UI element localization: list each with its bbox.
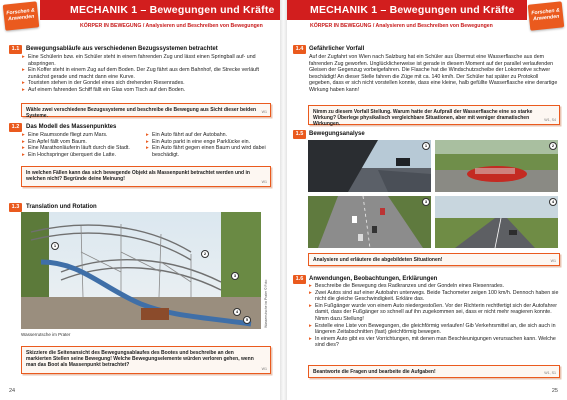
task-box (21, 103, 271, 120)
list-item: ▸ Ein Auto parkt in eine enge Parklücke ein. (146, 139, 270, 146)
chapter-title: MECHANIK 1 – Bewegungen und Kräfte (310, 4, 515, 16)
section-bullets (22, 54, 270, 94)
list-item: ▸ Auf einem fahrenden Schiff fällt ein Glas vom Tisch auf den Boden. (22, 87, 270, 94)
chapter-tab (528, 1, 565, 30)
list-item: ▸ Ein Apfel fällt vom Baum. (22, 139, 140, 146)
section-title: Translation und Rotation (26, 204, 97, 210)
section-number: 1.3 (9, 203, 22, 212)
marker-2: 2 (549, 142, 557, 150)
section-bullets-left (22, 132, 140, 158)
list-item: ▸ Ein Hochspringer überquert die Latte. (22, 152, 140, 159)
chapter-tab-label: Forschen & Anwenden (6, 7, 36, 23)
photo-highway (308, 196, 431, 248)
task-text: Skizziere die Seitenansicht des Bewegungsablaufes des Bootes und beschreibe an den markierten Stellen seine Bewegung! Welche Bewegungselemente würden verloren gehen, wenn man das Boot als Massenpunkt betrachtet? (26, 350, 254, 369)
competence-code: W1, S1 (544, 371, 556, 375)
section-number: 1.5 (293, 130, 306, 139)
list-item: ▸ Eine Marathonläuferin läuft durch die Stadt. (22, 145, 140, 152)
chapter-subheading: KÖRPER IN BEWEGUNG / Analysieren und Beschreiben von Bewegungen (80, 23, 263, 29)
marker-4: 4 (233, 308, 241, 316)
task-box (308, 365, 560, 378)
section-number: 1.6 (293, 275, 306, 284)
task-text: Beantworte die Fragen und bearbeite die Aufgaben! (313, 369, 436, 375)
marker-1: 1 (422, 142, 430, 150)
section-number: 1.1 (9, 45, 22, 54)
section-title: Gefährlicher Vorfall (309, 46, 365, 52)
car-interior-illustration (308, 140, 431, 192)
marker-2: 2 (201, 250, 209, 258)
section-text: Auf der Zugfahrt von Wien nach Salzburg hat ein Schüler aus Übermut eine Wasserflasche aus dem fahrenden Zug geworfen. Unglücklicherweise ist gerade in diesem Moment auf der parallel verlaufenden Gleisen der Gegenzug vorbeigefahren. Die Flasche hat die Windschutzscheibe der Lokomotive schwer beschädigt! An dieser Stelle fahren die Züge mit ca. 140 km/h. Der Schüler hat später zu Protokoll gegeben, dass er sich nicht vorstellen konnte, dass eine kleine, halb gefüllte Wasserflasche eine derartige Wirkung haben kann! (309, 54, 558, 93)
chapter-tab (3, 1, 40, 30)
right-page (287, 0, 567, 400)
marker-5: 5 (243, 316, 251, 324)
marker-4: 4 (549, 198, 557, 206)
task-box (21, 166, 271, 187)
photo-country-road (435, 196, 558, 248)
chapter-subheading: KÖRPER IN BEWEGUNG / Analysieren und Beschreiben von Bewegungen (310, 23, 493, 29)
marker-1: 1 (51, 242, 59, 250)
task-box (308, 105, 560, 128)
marker-3: 3 (231, 272, 239, 280)
page-number: 24 (9, 388, 16, 394)
left-page (0, 0, 280, 400)
photo-caption: Wasserrutsche im Prater (21, 332, 71, 337)
task-text: In welchen Fällen kann das sich bewegende Objekt als Massenpunkt betrachtet werden und in welchen nicht? Begründe deine Meinung! (26, 170, 250, 183)
speeding-car-illustration (435, 140, 558, 192)
competence-code: W1 (261, 180, 267, 184)
list-item: ▸ Eine Raumsonde fliegt zum Mars. (22, 132, 140, 139)
photo-car-interior (308, 140, 431, 192)
list-item: ▸ Ein Fußgänger wurde von einem Auto niedergestoßen. Vor der Richterin rechtfertigt sich der Autofahrer damit, dass der Fußgänger so schnell auf ihn zugekommen sei, dass er nicht mehr reagieren konnte. Nimm dazu Stellung! (309, 303, 561, 323)
book-gutter (280, 0, 287, 400)
list-item: ▸ Ein Auto fährt gegen einen Baum und wird dabei beschädigt. (146, 145, 270, 158)
task-text: Nimm zu diesem Vorfall Stellung. Warum hatte der Aufprall der Wasserflasche eine so starke Wirkung? Überlege physikalisch vergleichbare Situationen, aber mit weniger dramatischen Wirkungen. (313, 109, 533, 128)
competence-code: W1 (261, 367, 267, 371)
section-title: Das Modell des Massenpunktes (26, 124, 117, 130)
competence-code: W1, S4 (544, 118, 556, 122)
country-road-illustration (435, 196, 558, 248)
page-number: 25 (551, 388, 558, 394)
water-slide-illustration (21, 212, 261, 329)
list-item: ▸ Beschreibe die Bewegung des Radkranzes und der Gondeln eines Riesenrades. (309, 283, 561, 290)
list-item: ▸ Erstelle eine Liste von Bewegungen, die gleichförmig verlaufen! Gib Verkehrsmittel an, die sich auch in längeren Zeitabschnitten (fast) gleichförmig bewegen. (309, 323, 561, 336)
list-item: ▸ Zwei Autos sind auf einer Autobahn unterwegs. Beide Tachometer zeigen 100 km/h. Dennoch haben sie nicht die gleiche Geschwindigkeit. Erkläre das. (309, 290, 561, 303)
list-item: ▸ Touristen stehen in der Gondel eines sich drehenden Riesenrades. (22, 80, 270, 87)
section-title: Bewegungsabläufe aus verschiedenen Bezugssystemen betrachtet (26, 46, 218, 52)
photo-credit: Wasserrutsche im Prater © Foto (264, 279, 268, 328)
list-item: ▸ Eine Schülerin bzw. ein Schüler steht in einem fahrenden Zug und lässt einen Springball auf- und abspringen. (22, 54, 270, 67)
task-box (308, 253, 560, 266)
section-bullets (309, 283, 561, 349)
marker-3: 3 (422, 198, 430, 206)
task-text: Analysiere und erläutere die abgebildeten Situationen! (313, 257, 443, 263)
list-item: ▸ Ein Koffer steht in einem Zug auf dem Boden. Der Zug fährt aus dem Bahnhof, die Strecke verläuft zunächst gerade und macht dann eine Kurve. (22, 67, 270, 80)
chapter-tab-label: Forschen & Anwenden (531, 7, 561, 23)
section-title: Anwendungen, Beobachtungen, Erklärungen (309, 276, 438, 282)
competence-code: W1 (550, 259, 556, 263)
section-number: 1.2 (9, 123, 22, 132)
photo-speeding-car (435, 140, 558, 192)
competence-code: W1 (261, 110, 267, 114)
chapter-title: MECHANIK 1 – Bewegungen und Kräfte (70, 4, 275, 16)
task-text: Wähle zwei verschiedene Bezugssysteme und beschreibe die Bewegung aus Sicht dieser beiden Systeme. (26, 107, 257, 120)
list-item: ▸ In einem Auto gibt es vier Vorrichtungen, mit denen man Beschleunigungen verursachen kann. Welche sind dies? (309, 336, 561, 349)
section-bullets-right (146, 132, 270, 158)
highway-illustration (308, 196, 431, 248)
list-item: ▸ Ein Auto fährt auf der Autobahn. (146, 132, 270, 139)
task-box (21, 346, 271, 374)
water-slide-photo (21, 212, 261, 329)
section-number: 1.4 (293, 45, 306, 54)
section-title: Bewegungsanalyse (309, 131, 365, 137)
